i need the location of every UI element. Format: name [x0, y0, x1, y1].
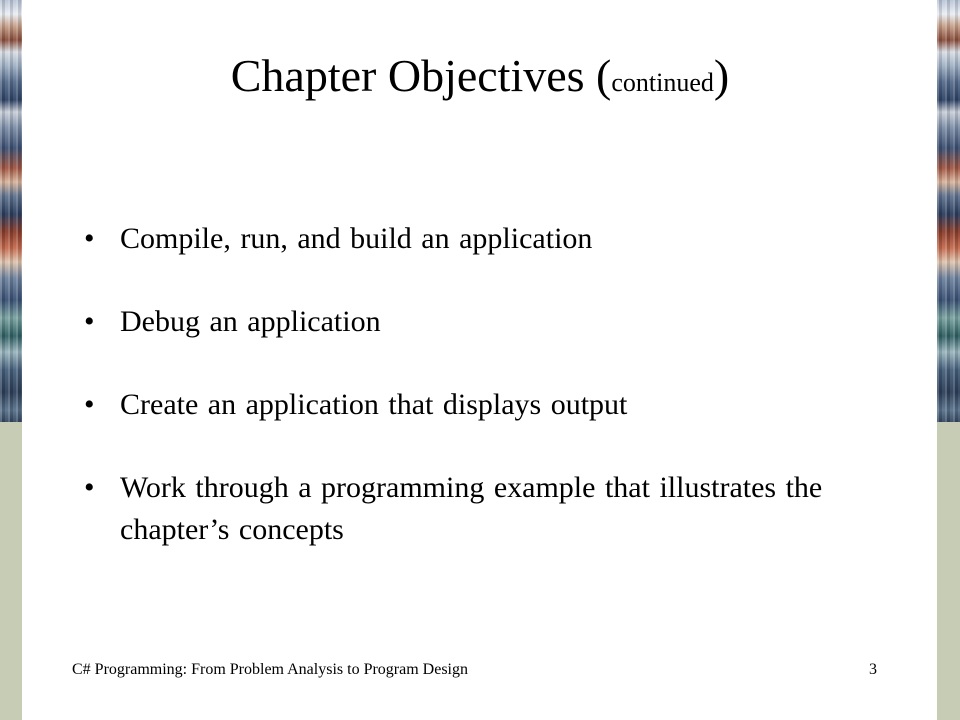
- bullet-icon: •: [84, 471, 95, 504]
- bullet-create-output-app: [84, 384, 904, 426]
- page-number: 3: [869, 661, 877, 678]
- title-close: ): [713, 50, 730, 101]
- bullet-debug: [84, 301, 904, 343]
- bullet-icon: •: [84, 388, 95, 421]
- bullet-icon: •: [84, 222, 95, 255]
- bullet-programming-example: [84, 467, 904, 551]
- bullet-text: Compile, run, and build an application: [120, 222, 593, 255]
- objectives-list: [84, 218, 904, 551]
- right-band-sage: [937, 422, 960, 720]
- title-main: Chapter Objectives (: [230, 50, 612, 101]
- bullet-compile-run-build: [84, 218, 904, 260]
- slide-title: [0, 48, 960, 103]
- right-decorative-band: [937, 0, 960, 720]
- left-band-sage: [0, 422, 22, 720]
- bullet-text: Create an application that displays output: [120, 388, 628, 421]
- bullet-text: Work through a programming example that illustrates the chapter’s concepts: [120, 471, 823, 546]
- title-continued: continued: [611, 68, 714, 97]
- left-decorative-band: [0, 0, 22, 720]
- bullet-icon: •: [84, 305, 95, 338]
- footer-book-title: C# Programming: From Problem Analysis to Program Design: [72, 661, 468, 678]
- bullet-text: Debug an application: [120, 305, 381, 338]
